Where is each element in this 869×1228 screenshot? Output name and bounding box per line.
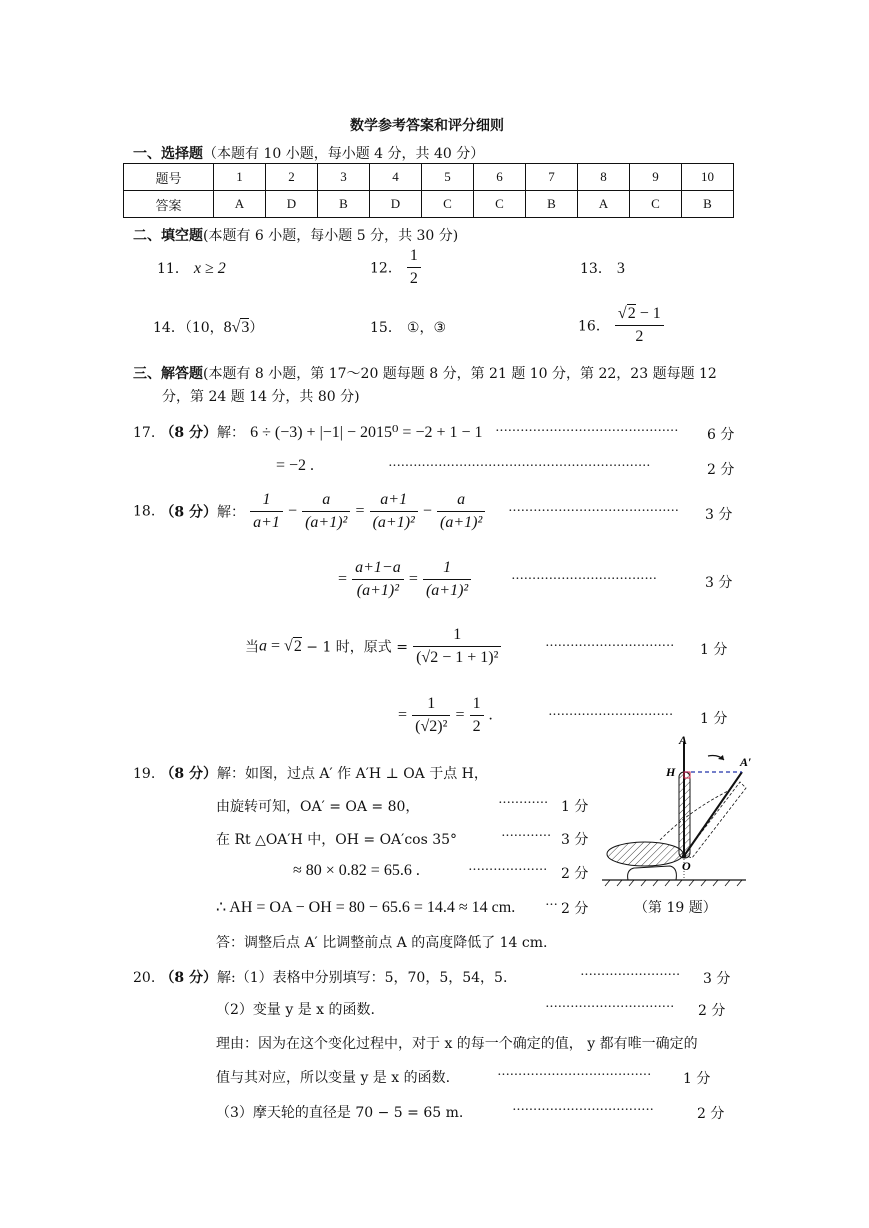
q12-numerator: 1 [407,245,421,268]
denominator: (a+1)² [425,582,469,599]
q19-score4: 2 分 [561,866,589,882]
q12-fraction [407,245,421,290]
q17-score1: 6 分 [707,427,735,443]
q19-dots4: ··················· [468,863,548,878]
q14 [153,317,263,337]
q15-answer: ①，③ [406,320,447,336]
table-cell-answer: D [266,191,318,218]
point-O [682,854,686,858]
q20-score4: 1 分 [683,1071,711,1087]
q18-line3 [245,624,501,669]
q19-dots5: ··· [545,898,558,913]
q13 [580,258,625,278]
label-A: A [679,733,688,747]
q18-line4 [398,693,493,738]
q20-text1: 解:（1）表格中分别填写：5，70，5，54，5. [216,970,508,986]
table-cell-number: 5 [422,164,474,191]
q17-dots2: ······························································· [388,459,651,474]
q15-label: 15． [370,320,402,336]
numerator: a+1−a [352,557,404,580]
q18-dots3: ······························· [545,639,675,654]
q20-score1: 3 分 [703,971,731,987]
answer-table [123,163,734,218]
q18-s2-frac1 [352,557,404,602]
section3-note-line2: 分，第 24 题 14 分，共 80 分) [162,389,360,405]
numerator: 1 [470,693,484,716]
period: . [488,706,493,724]
q18-s2-frac2 [423,557,471,602]
q18-points: （8 分） [160,504,217,521]
sqrt-icon: √ [617,305,627,322]
q18-dots4: ······························ [548,708,673,723]
table-cell-answer: C [422,191,474,218]
q20-score2: 2 分 [698,1003,726,1019]
q17-score2: 2 分 [707,462,735,478]
table-cell-number: 8 [578,164,630,191]
q20-points: （8 分） [160,970,217,986]
q16-numerator [615,303,664,326]
equals-sign: = [455,706,465,724]
label-H: H [666,765,676,779]
chair-seat [607,842,683,866]
q18-s3-rest: − 1 时，原式 = [301,639,408,656]
equals-sign: = [338,570,348,588]
minus-sign: − [287,502,297,520]
table-cell-number: 10 [682,164,734,191]
q18-score2: 3 分 [705,575,733,591]
table-cell-number: 6 [474,164,526,191]
q20-score5: 2 分 [697,1106,725,1122]
denominator: 2 [472,718,481,735]
answer-table-answer-row [124,191,734,218]
q18-s3-var: a [259,637,267,655]
q18-s1-frac2 [302,489,350,534]
table-cell-answer: A [578,191,630,218]
q11 [157,258,226,278]
q19-text5: ∴ AH = OA − OH = 80 − 65.6 = 14.4 ≈ 14 cm. [216,899,516,916]
section3-note-line1: (本题有 8 小题，第 17～20 题每题 8 分，第 21 题 10 分，第 22，23 题每题 12 [203,366,717,382]
equals-sign: = [408,570,418,588]
q18-s1-frac3 [370,489,418,534]
numerator: a [302,489,350,512]
q11-label: 11． [157,261,189,277]
q13-answer: 3 [616,260,625,277]
q12-label: 12． [370,260,402,277]
table-cell-answer: B [682,191,734,218]
section2-note: (本题有 6 小题，每小题 5 分，共 30 分) [203,228,459,244]
numerator: 1 [423,557,471,580]
q19-label: 19. [133,766,156,782]
q20-line1 [133,967,507,987]
q19-text4: ≈ 80 × 0.82 = 65.6 . [293,862,420,879]
q16-numerator-rest: − 1 [635,305,661,322]
q14-radicand: 3 [241,319,250,336]
q14-coefficient: 8 [223,319,232,336]
q18-score1: 3 分 [705,507,733,523]
equals-sign: = [398,706,408,724]
section1-header [133,143,484,163]
q18-s1-frac1 [250,489,283,534]
q18-s3-eq: = [267,637,285,655]
chair-base [628,866,677,880]
q20-text2: （2）变量 y 是 x 的函数. [216,1002,375,1018]
label-A-prime: A′ [740,755,752,769]
q17-jie: 解： [216,425,245,441]
label-O: O [682,859,691,873]
table-cell-answer: D [370,191,422,218]
table-cell-number: 9 [630,164,682,191]
q16-label: 16． [578,318,610,335]
q20-dots5: ·································· [512,1103,654,1118]
q18-s4-frac2 [470,693,484,738]
section1-note: （本题有 10 小题，每小题 4 分，共 40 分） [203,146,485,162]
q15 [370,317,446,337]
answer-table-number-row [124,164,734,191]
table-cell-number: 2 [266,164,318,191]
q19-figure-caption: （第 19 题） [634,900,717,916]
ground-hatch [605,880,742,886]
q18-dots1: ········································· [508,504,679,519]
q19-points: （8 分） [160,766,217,782]
numerator: 1 [250,489,283,512]
q16-denominator: 2 [635,328,644,345]
numerator: a+1 [370,489,418,512]
q12 [370,245,421,290]
q13-label: 13． [580,261,612,277]
q20-label: 20. [133,970,156,986]
section3-header [133,363,717,383]
q18-line2 [338,557,471,602]
denominator: a+1 [253,514,280,531]
chair-back-rotated [684,782,746,858]
q18-s4-frac1 [412,693,450,738]
q17-label: 17. [133,425,156,441]
table-answer-label: 答案 [124,191,214,218]
q16-radicand: 2 [627,305,636,322]
table-cell-answer: C [630,191,682,218]
sqrt-icon: √ [231,319,241,336]
q18-s1-frac4 [437,489,485,534]
q20-text5: （3）摩天轮的直径是 70 − 5 = 65 m. [216,1105,464,1121]
denominator: (√2)² [415,718,448,735]
q18-jie: 解： [216,504,245,521]
page-title: 数学参考答案和评分细则 [350,118,504,134]
q18-dots2: ··································· [511,572,657,587]
table-cell-answer: C [474,191,526,218]
q19-score2: 1 分 [561,799,589,815]
table-cell-number: 3 [318,164,370,191]
table-header-label: 题号 [124,164,214,191]
table-cell-number: 7 [526,164,578,191]
numerator: 1 [412,693,450,716]
denominator: (a+1)² [372,514,415,531]
q19-score3: 3 分 [561,832,589,848]
q19-dots2: ············ [498,796,548,811]
section2-heading: 二、填空题 [133,228,203,244]
q17-expression: 6 ÷ (−3) + |−1| − 2015⁰ = −2 + 1 − 1 [250,424,483,441]
numerator: 1 [413,624,501,647]
q14-close: ） [249,320,264,336]
sqrt-icon: √ [284,637,293,655]
segment-OA-prime [684,772,742,856]
q19-figure [600,730,750,895]
q12-denominator: 2 [409,270,418,287]
q11-answer: x ≥ 2 [193,260,226,277]
q17-line1 [133,422,483,442]
equals-sign: = [355,502,365,520]
table-cell-answer: A [214,191,266,218]
denominator: (a+1)² [440,514,483,531]
table-cell-number: 4 [370,164,422,191]
section2-header [133,225,458,245]
q18-s3-frac [413,624,501,669]
denominator: (a+1)² [305,514,348,531]
section1-heading: 一、选择题 [133,146,203,162]
q19-line1 [133,763,488,783]
q19-text1: 解：如图，过点 A′ 作 A′H ⊥ OA 于点 H， [216,766,488,782]
q20-text3: 理由：因为在这个变化过程中，对于 x 的每一个确定的值， y 都有唯一确定的 [216,1036,698,1052]
q18-score3: 1 分 [700,642,728,658]
q19-conclusion: 答：调整后点 A′ 比调整前点 A 的高度降低了 14 cm. [216,935,548,951]
q16-fraction [615,303,664,348]
q18-line1 [133,489,485,534]
table-cell-number: 1 [214,164,266,191]
q20-dots4: ····································· [497,1068,651,1083]
denominator: (√2 − 1 + 1)² [416,649,499,666]
table-cell-answer: B [526,191,578,218]
chair-arm-dashed [660,790,730,840]
denominator: (a+1)² [356,582,400,599]
q17-dots1: ············································ [495,424,679,439]
q19-text2: 由旋转可知，OA′ = OA = 80， [216,799,420,815]
q14-label: 14．（10， [153,320,224,336]
q16 [578,303,664,348]
q19-score5: 2 分 [561,901,589,917]
section3-heading: 三、解答题 [133,366,203,382]
arrow-head-icon [718,755,724,760]
q17-points: （8 分） [160,425,217,441]
table-cell-answer: B [318,191,370,218]
q18-s3-radicand: 2 [293,637,302,655]
q20-text4: 值与其对应，所以变量 y 是 x 的函数. [216,1070,451,1086]
q20-dots2: ······························· [545,1000,675,1015]
q19-text3: 在 Rt △OA′H 中，OH = OA′cos 35° [216,832,458,848]
numerator: a [437,489,485,512]
q18-score4: 1 分 [700,711,728,727]
q20-dots1: ························ [580,968,680,983]
q19-dots3: ············ [501,829,551,844]
q17-result: = −2 . [276,457,315,474]
q18-label: 18. [133,503,156,520]
q18-s3-prefix: 当 [245,639,259,656]
minus-sign: − [422,502,432,520]
